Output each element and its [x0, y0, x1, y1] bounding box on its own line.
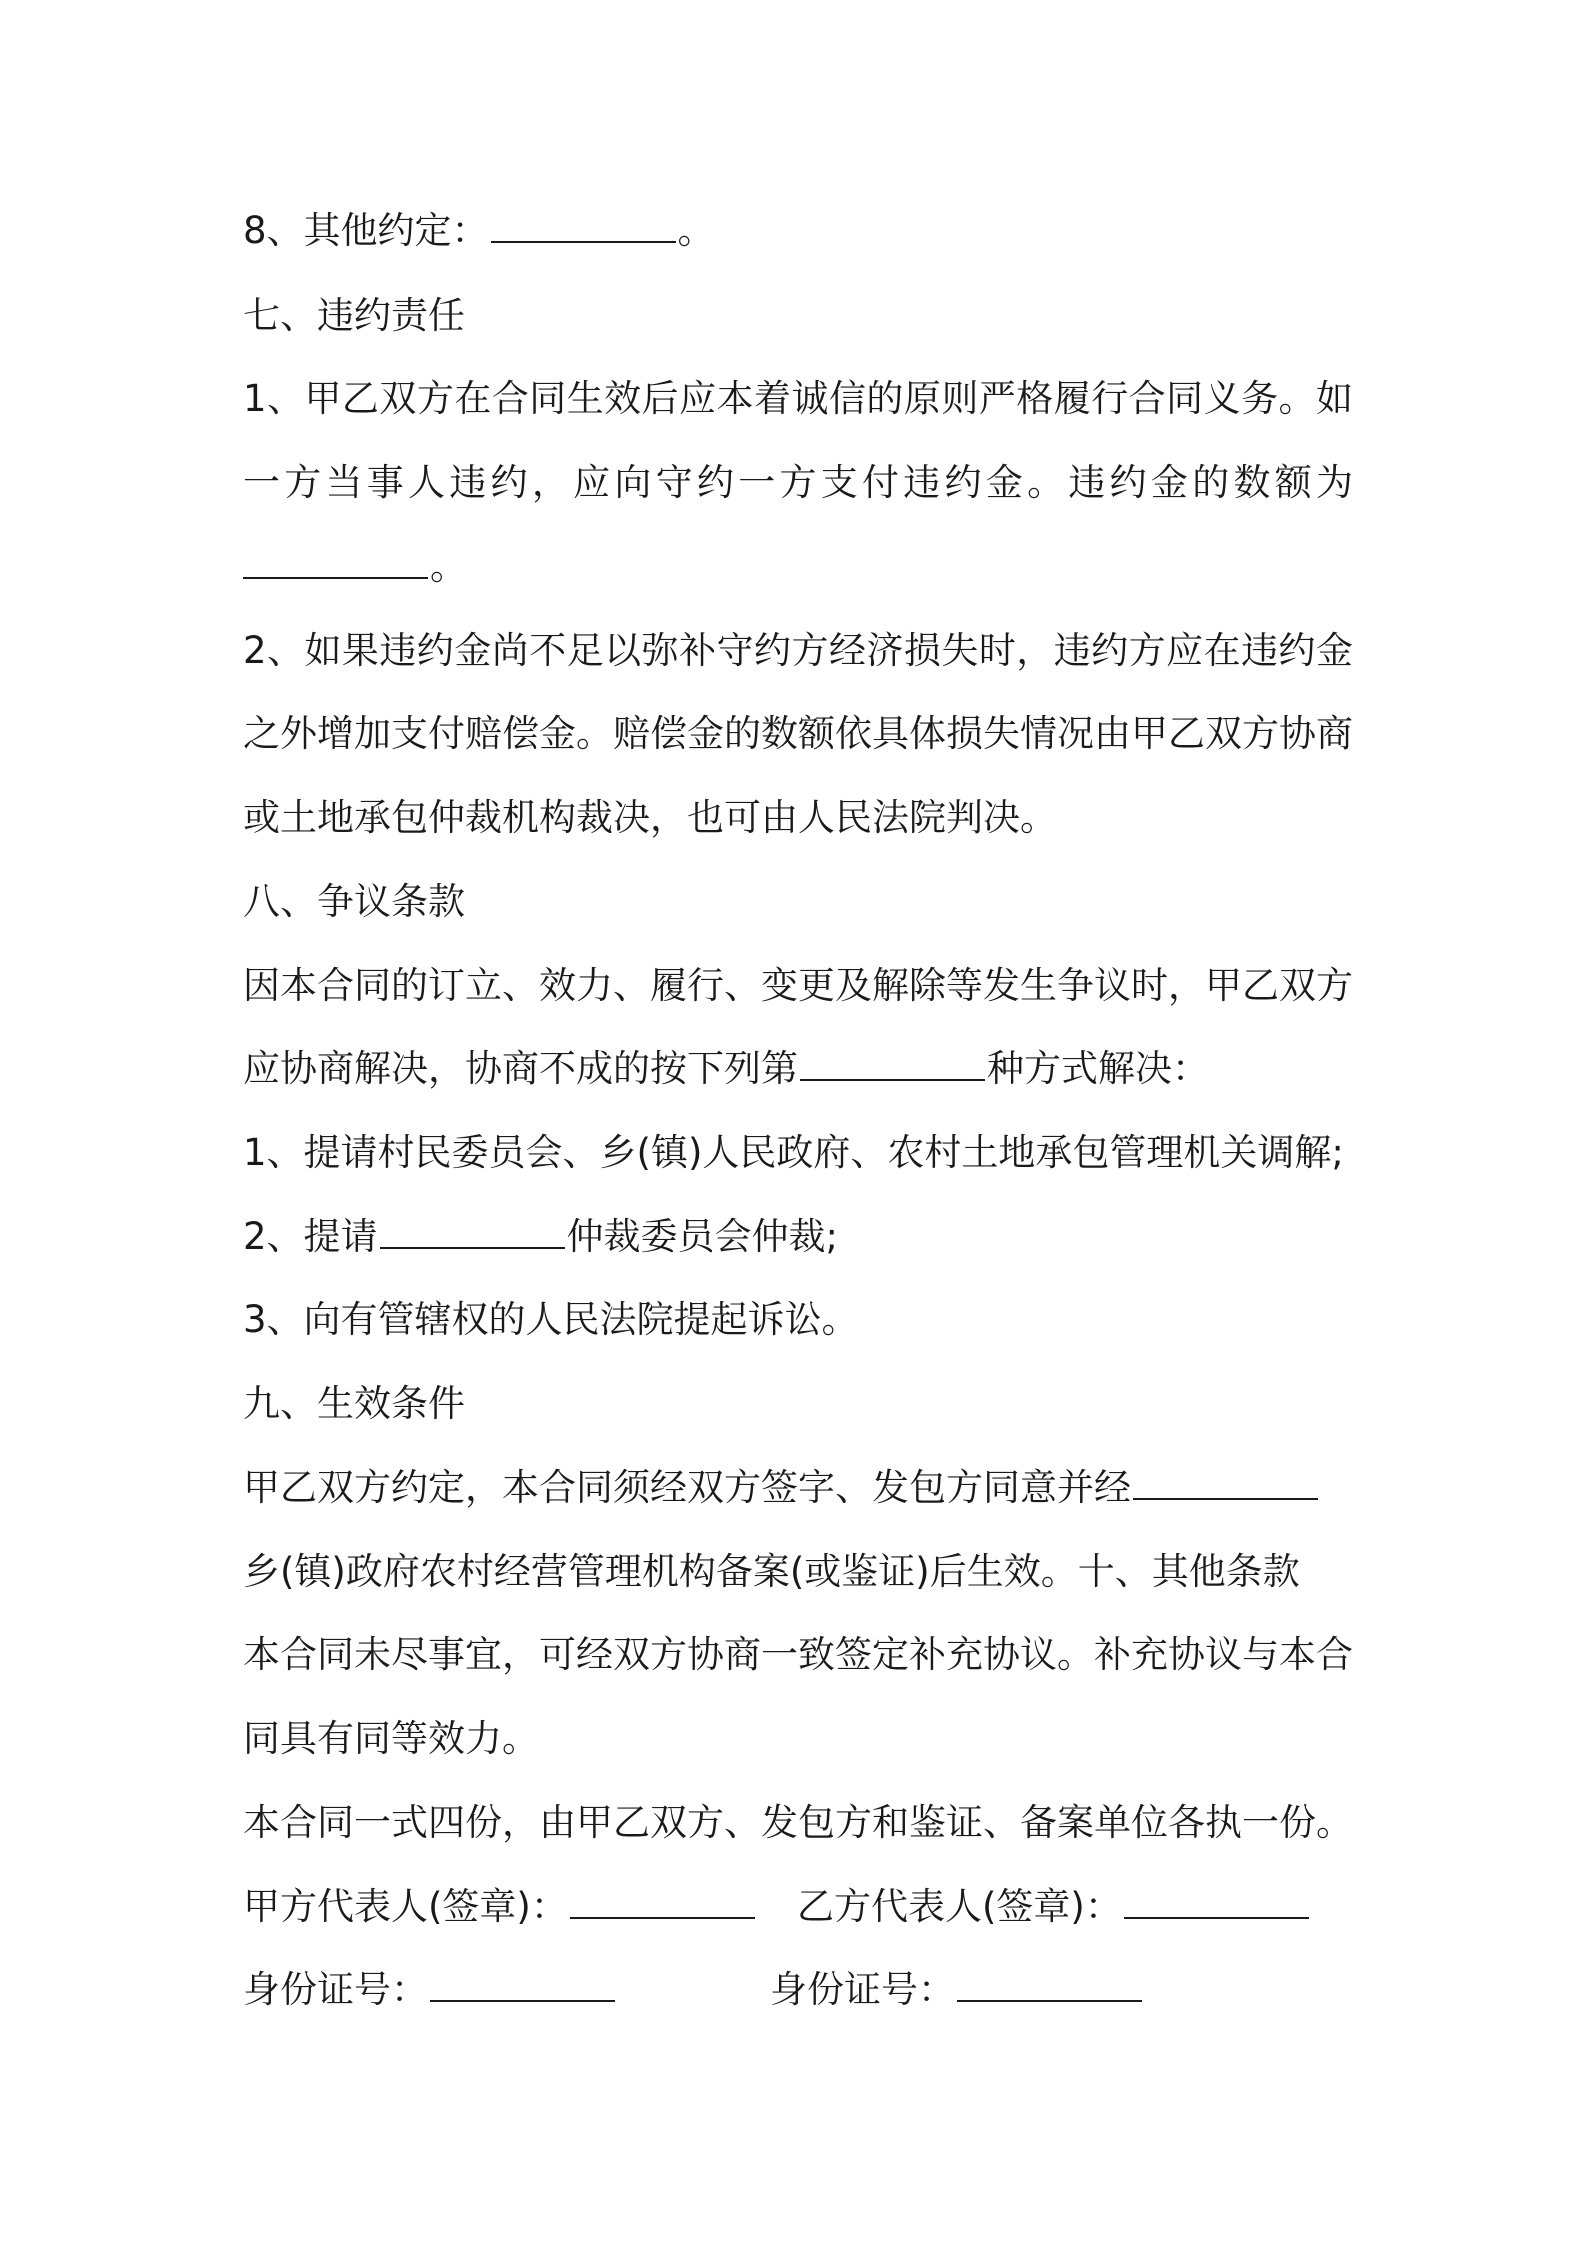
party-b-id-number: [770, 1964, 1144, 2016]
line-text: 一方当事人违约，应向守约一方支付违约金。违约金的数额为: [243, 461, 1353, 504]
line-text: 或土地承包仲裁机构裁决，也可由人民法院判决。: [243, 796, 1057, 839]
fill-blank[interactable]: [800, 1045, 985, 1081]
heading-text: 九、生效条件: [243, 1382, 465, 1425]
signature-label: 甲方代表人(签章)：: [243, 1885, 568, 1928]
signature-blank[interactable]: [1124, 1883, 1309, 1919]
paragraph-line: [243, 1629, 1353, 1681]
line-text: 同具有同等效力。: [243, 1717, 539, 1760]
id-label: 身份证号：: [243, 1968, 428, 2011]
line-text: 8、其他约定：: [243, 209, 489, 252]
fill-blank[interactable]: [243, 543, 428, 579]
paragraph-line: [243, 1127, 1353, 1179]
section-8-heading: [243, 876, 1353, 928]
paragraph-line: [243, 373, 1353, 425]
line-text: 3、向有管辖权的人民法院提起诉讼。: [243, 1298, 859, 1341]
paragraph-line: [243, 1546, 1353, 1598]
signature-label: 乙方代表人(签章)：: [797, 1885, 1122, 1928]
line-text: 因本合同的订立、效力、履行、变更及解除等发生争议时，甲乙双方: [243, 964, 1353, 1007]
fill-blank[interactable]: [380, 1213, 565, 1249]
heading-text: 七、违约责任: [243, 294, 465, 337]
paragraph-line: [243, 1294, 1353, 1346]
paragraph-line: [243, 541, 1353, 593]
paragraph-line: [243, 960, 1353, 1012]
line-text: 本合同一式四份，由甲乙双方、发包方和鉴证、备案单位各执一份。: [243, 1801, 1353, 1844]
paragraph-line: [243, 1713, 1353, 1765]
line-text: 仲裁委员会仲裁;: [566, 1215, 839, 1258]
line-text: 1、提请村民委员会、乡(镇)人民政府、农村土地承包管理机关调解;: [243, 1131, 1344, 1174]
line-text: 甲乙双方约定，本合同须经双方签字、发包方同意并经: [243, 1466, 1131, 1509]
paragraph-line: [243, 457, 1353, 509]
fill-blank[interactable]: [1133, 1464, 1318, 1500]
line-text: 乡(镇)政府农村经营管理机构备案(或鉴证)后生效。十、其他条款: [243, 1550, 1300, 1593]
party-a-representative: [243, 1881, 757, 1933]
id-blank[interactable]: [430, 1966, 615, 2002]
id-blank[interactable]: [957, 1966, 1142, 2002]
line-text: 本合同未尽事宜，可经双方协商一致签定补充协议。补充协议与本合: [243, 1633, 1353, 1676]
line-text: 。: [677, 209, 715, 252]
paragraph-line: [243, 625, 1353, 677]
line-text: 2、如果违约金尚不足以弥补守约方经济损失时，违约方应在违约金: [243, 629, 1353, 672]
party-b-representative: [797, 1881, 1311, 1933]
paragraph-line: [243, 1211, 1353, 1263]
paragraph-line: [243, 708, 1353, 760]
line-text: 之外增加支付赔偿金。赔偿金的数额依具体损失情况由甲乙双方协商: [243, 712, 1353, 755]
paragraph-line: [243, 792, 1353, 844]
id-label: 身份证号：: [770, 1968, 955, 2011]
paragraph-line: [243, 1797, 1353, 1849]
section-7-heading: [243, 290, 1353, 342]
line-text: 应协商解决，协商不成的按下列第: [243, 1047, 798, 1090]
fill-blank[interactable]: [491, 207, 676, 243]
paragraph-line: [243, 1462, 1353, 1514]
signature-blank[interactable]: [570, 1883, 755, 1919]
heading-text: 八、争议条款: [243, 880, 465, 923]
line-text: 种方式解决：: [987, 1047, 1209, 1090]
party-a-id-number: [243, 1964, 617, 2016]
clause-8-other: [243, 205, 1353, 257]
line-text: 2、提请: [243, 1215, 378, 1258]
line-text: 。: [430, 545, 467, 588]
line-text: 1、甲乙双方在合同生效后应本着诚信的原则严格履行合同义务。如: [243, 377, 1353, 420]
section-9-heading: [243, 1378, 1353, 1430]
paragraph-line: [243, 1043, 1353, 1095]
